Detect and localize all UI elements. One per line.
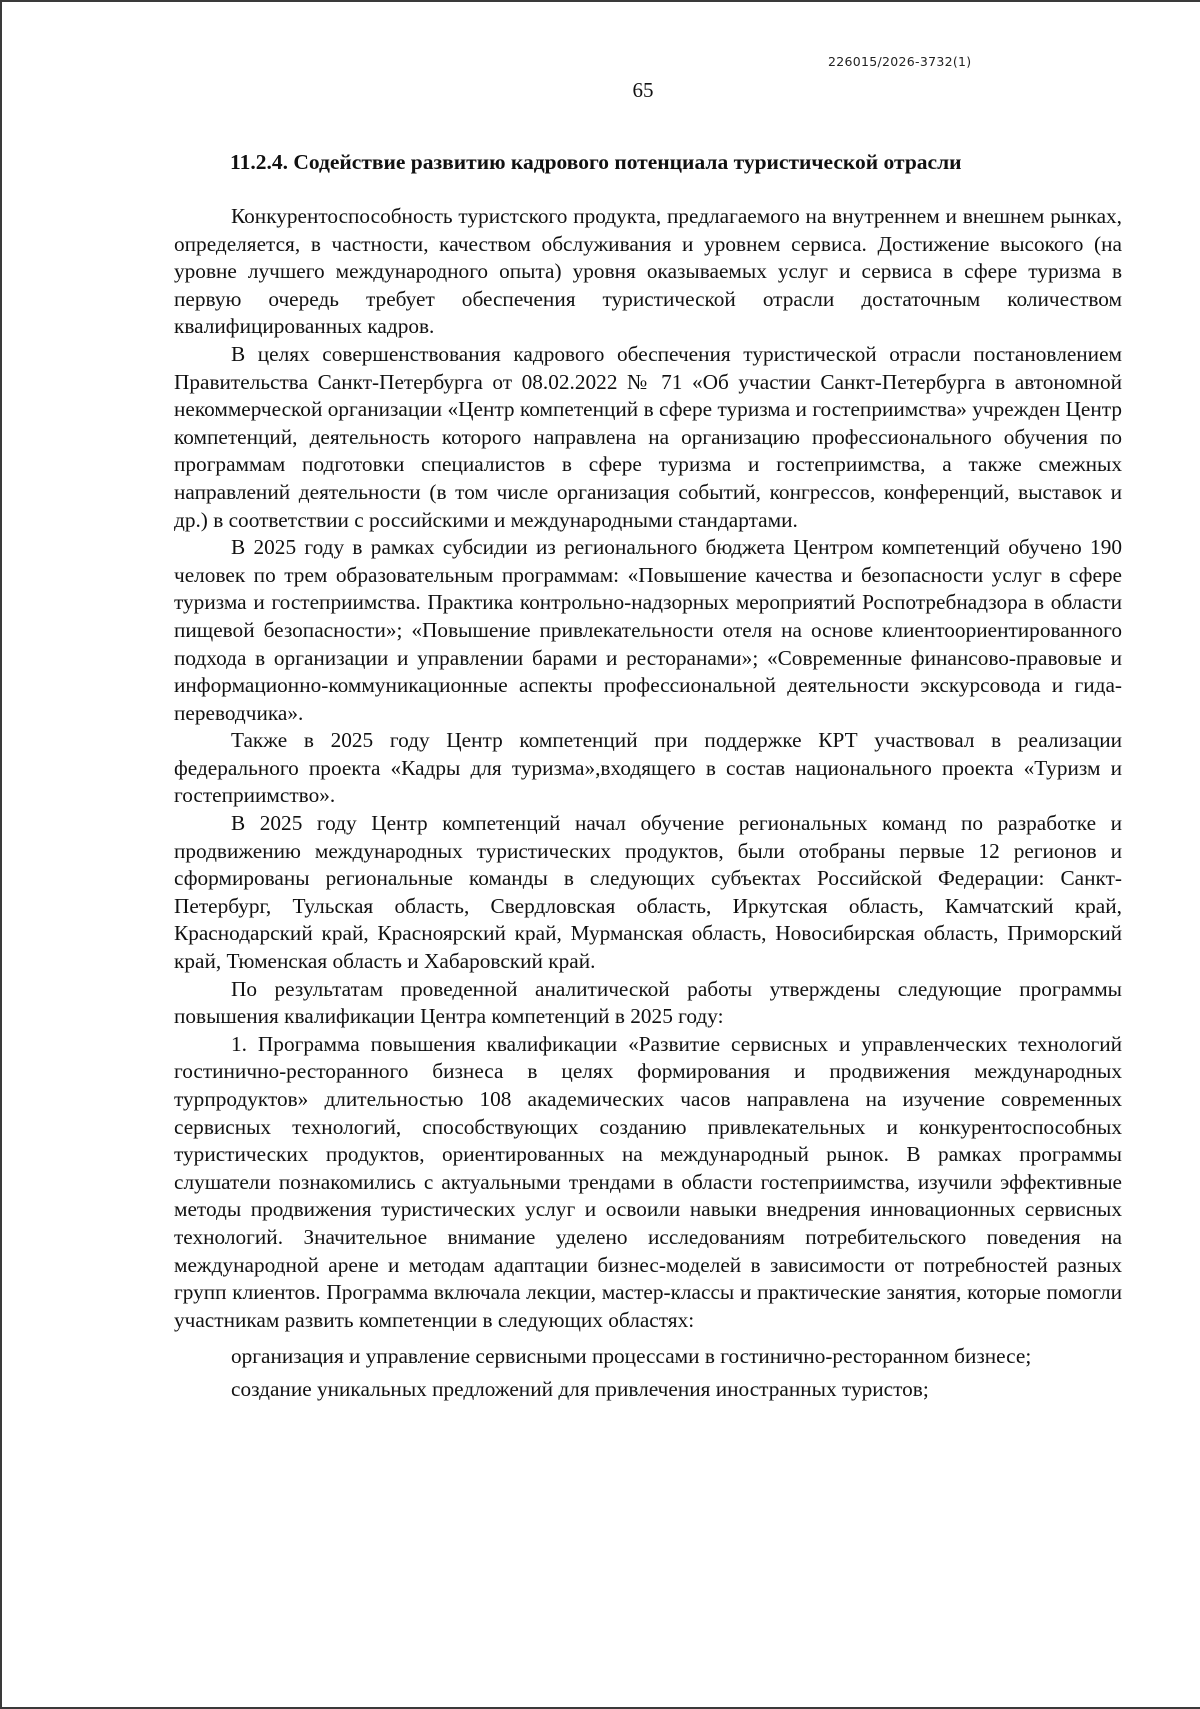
section-heading: 11.2.4. Содействие развитию кадрового потенциала туристической отрасли: [230, 150, 962, 174]
scan-border-top: [0, 0, 1200, 2]
paragraph: В 2025 году Центр компетенций начал обучение региональных команд по разработке и продвижению международных туристических продуктов, были отобраны первые 12 регионов и сформированы региональные команды в следующих субъектах Российской Федерации: Санкт-Петербург, Тульская область, Свердловская область, Иркутская область, Камчатский край, Краснодарский край, Красноярский край, Мурманская область, Новосибирская область, Приморский край, Тюменская область и Хабаровский край.: [174, 811, 1122, 974]
list-item: организация и управление сервисными процессами в гостинично-ресторанном бизнесе;: [231, 1344, 1032, 1369]
paragraph: В целях совершенствования кадрового обеспечения туристической отрасли постановлением Правительства Санкт-Петербурга от 08.02.2022 № 71 «Об участии Санкт-Петербурга в автономной некоммерческой организации «Центр компетенций в сфере туризма и гостеприимства» учрежден Центр компетенций, деятельность которого направлена на организацию профессионального обучения по программам подготовки специалистов в сфере туризма и гостеприимства, а также смежных направлений деятельности (в том числе организация событий, конгрессов, конференций, выставок и др.) в соответствии с российскими и международными стандартами.: [174, 341, 1122, 532]
paragraph: 1. Программа повышения квалификации «Развитие сервисных и управленческих технологий гостинично-ресторанного бизнеса в целях формирования и продвижения международных турпродуктов» длительностью 108 академических часов направлена на изучение современных сервисных технологий, способствующих созданию привлекательных и конкурентоспособных туристических продуктов, ориентированных на международный рынок. В рамках программы слушатели познакомились с актуальными трендами в области гостеприимства, изучили эффективные методы продвижения туристических услуг и освоили навыки внедрения инновационных сервисных технологий. Значительное внимание уделено исследованиям потребительского поведения на международной арене и методам адаптации бизнес-моделей в зависимости от потребностей разных групп клиентов. Программа включала лекции, мастер-классы и практические занятия, которые помогли участникам развить компетенции в следующих областях:: [174, 1031, 1122, 1332]
page-number: 65: [632, 78, 654, 102]
paragraph: Также в 2025 году Центр компетенций при поддержке КРТ участвовал в реализации федерального проекта «Кадры для туризма»,входящего в состав национального проекта «Туризм и гостеприимство».: [174, 728, 1122, 808]
document-body: [174, 203, 1122, 1404]
paragraph: По результатам проведенной аналитической работы утверждены следующие программы повышения квалификации Центра компетенций в 2025 году:: [174, 976, 1122, 1029]
scan-border-left: [0, 0, 2, 1709]
document-id: 226015/2026-3732(1): [828, 54, 972, 69]
paragraph: В 2025 году в рамках субсидии из регионального бюджета Центром компетенций обучено 190 человек по трем образовательным программам: «Повышение качества и безопасности услуг в сфере туризма и гостеприимства. Практика контрольно-надзорных мероприятий Роспотребнадзора в области пищевой безопасности»; «Повышение привлекательности отеля на основе клиентоориентированного подхода в организации и управлении барами и ресторанами»; «Современные финансово-правовые и информационно-коммуникационные аспекты профессиональной деятельности экскурсовода и гида-переводчика».: [174, 535, 1122, 725]
paragraph: Конкурентоспособность туристского продукта, предлагаемого на внутреннем и внешнем рынках, определяется, в частности, качеством обслуживания и уровнем сервиса. Достижение высокого (на уровне лучшего международного опыта) уровня оказываемых услуг и сервиса в сфере туризма в первую очередь требует обеспечения туристической отрасли достаточным количеством квалифицированных кадров.: [174, 204, 1122, 339]
list-item: создание уникальных предложений для привлечения иностранных туристов;: [231, 1376, 929, 1401]
